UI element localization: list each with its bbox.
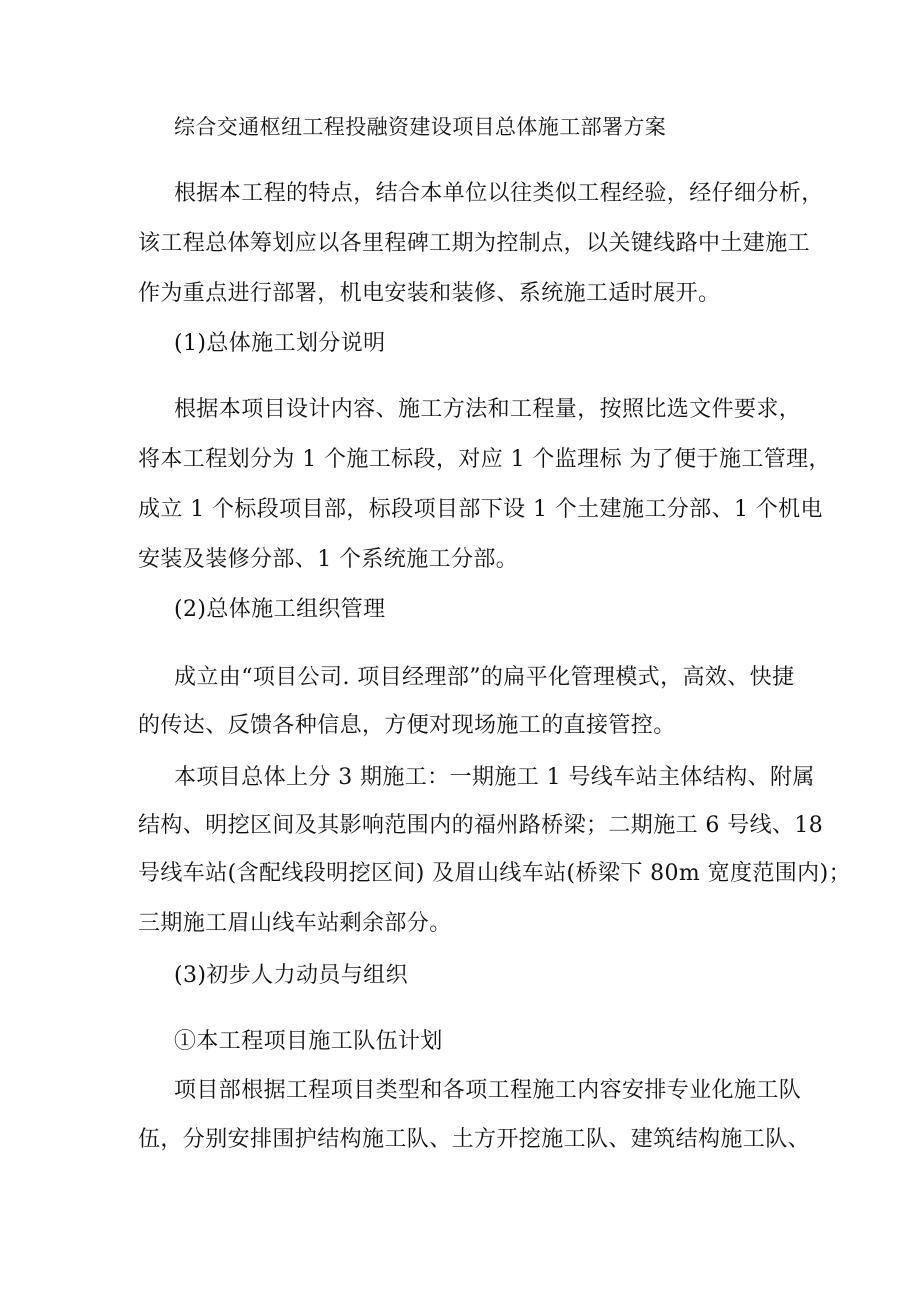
paragraph-line: 伍，分别安排围护结构施工队、土方开挖施工队、建筑结构施工队、 (138, 1127, 811, 1152)
paragraph-line: 将本工程划分为 1 个施工标段，对应 1 个监理标 为了便于施工管理， (138, 447, 831, 472)
paragraph-line: 安装及装修分部、1 个系统施工分部。 (138, 547, 519, 572)
section-heading: (2)总体施工组织管理 (174, 597, 386, 622)
paragraph-line: 项目部根据工程项目类型和各项工程施工内容安排专业化施工队 (174, 1078, 802, 1103)
section-heading: (1)总体施工划分说明 (174, 331, 386, 356)
paragraph-line: 作为重点进行部署，机电安装和装修、系统施工适时展开。 (138, 281, 721, 306)
paragraph-line: 本项目总体上分 3 期施工：一期施工 1 号线车站主体结构、附属 (174, 765, 815, 790)
section-heading: (3)初步人力动员与组织 (174, 963, 408, 988)
paragraph-line: 的传达、反馈各种信息，方便对现场施工的直接管控。 (138, 713, 676, 738)
paragraph-line: 成立由“项目公司. 项目经理部”的扁平化管理模式，高效、快捷 (174, 665, 795, 690)
paragraph-line: 结构、明挖区间及其影响范围内的福州路桥梁；二期施工 6 号线、18 (138, 813, 824, 838)
subsection-heading: ①本工程项目施工队伍计划 (174, 1029, 443, 1054)
paragraph-line: 号线车站(含配线段明挖区间) 及眉山线车站(桥梁下 80m 宽度范围内)； (138, 861, 851, 886)
paragraph-line: 三期施工眉山线车站剩余部分。 (138, 911, 452, 936)
paragraph-line: 根据本项目设计内容、施工方法和工程量，按照比选文件要求， (174, 397, 802, 422)
paragraph-line: 该工程总体筹划应以各里程碑工期为控制点，以关键线路中土建施工 (138, 231, 811, 256)
document-title: 综合交通枢纽工程投融资建设项目总体施工部署方案 (174, 115, 667, 139)
paragraph-line: 根据本工程的特点，结合本单位以往类似工程经验，经仔细分析， (174, 181, 824, 206)
paragraph-line: 成立 1 个标段项目部，标段项目部下设 1 个土建施工分部、1 个机电 (138, 497, 823, 522)
